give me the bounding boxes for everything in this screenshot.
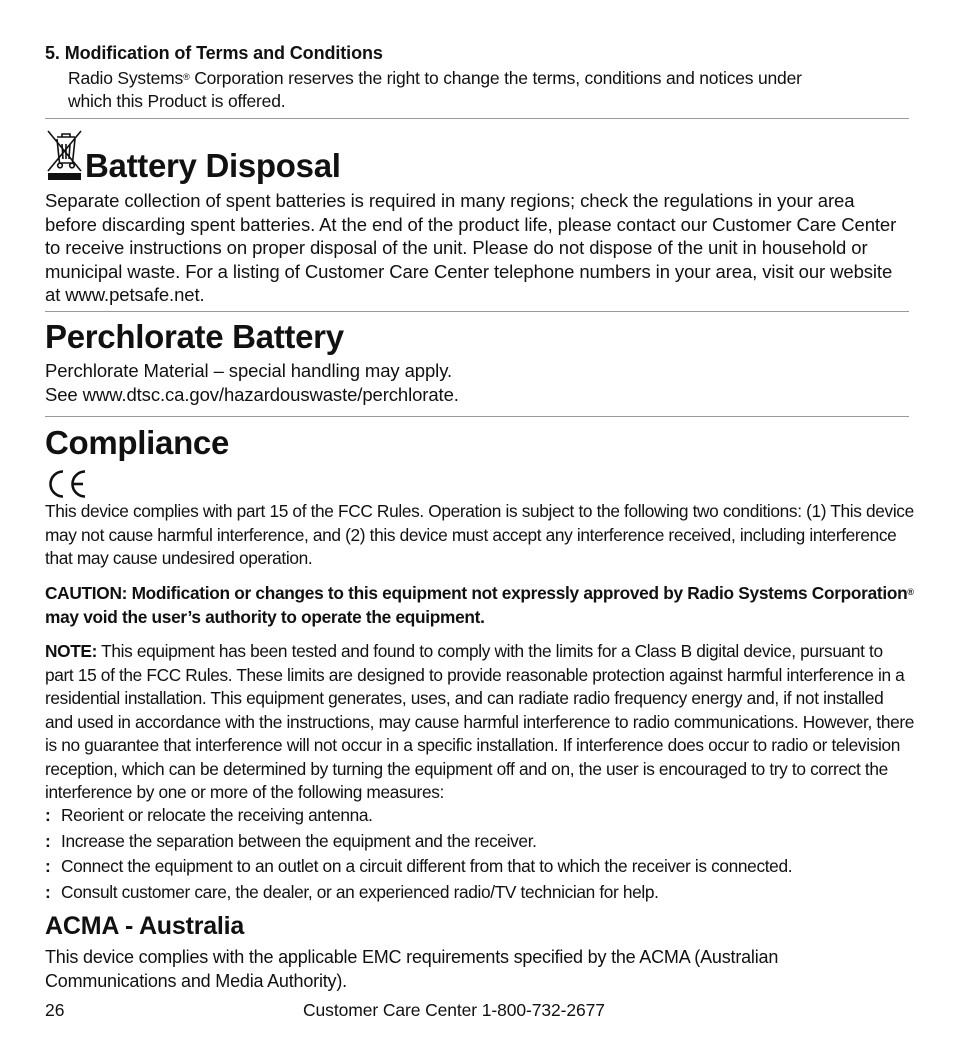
perchlorate-line-1: Perchlorate Material – special handling may apply.: [45, 360, 453, 381]
perchlorate-heading: Perchlorate Battery: [45, 318, 344, 355]
section-5-title: 5. Modification of Terms and Conditions: [45, 43, 383, 63]
caution-text-b: may void the user’s authority to operate the equipment.: [45, 606, 485, 627]
registered-mark: ®: [907, 587, 914, 597]
list-item-text: Reorient or relocate the receiving antenna.: [61, 805, 373, 825]
list-item: [45, 854, 915, 880]
measures-list: [45, 803, 915, 905]
divider: [45, 118, 909, 119]
battery-disposal-body: Separate collection of spent batteries is required in many regions; check the regulations in your area before discarding spent batteries. At the end of the product life, please contact our Customer Care Center to receive instructions on proper disposal of the unit. Please do not dispose of the unit in household or municipal waste. For a listing of Customer Care Center telephone numbers in your area, visit our website at www.petsafe.net.: [45, 190, 897, 305]
bullet-marker: :: [45, 805, 51, 825]
section-5-text-b: Corporation reserves the right to change the terms, conditions and notices under: [189, 68, 802, 88]
list-item: [45, 880, 915, 906]
ce-mark-icon: [45, 468, 89, 500]
crossed-out-wheelie-bin-icon: [45, 127, 83, 181]
bullet-marker: :: [45, 856, 51, 876]
perchlorate-line-2: See www.dtsc.ca.gov/hazardouswaste/perchlorate.: [45, 383, 459, 405]
section-5-body: [68, 67, 918, 113]
list-item: [45, 829, 915, 855]
acma-body: This device complies with the applicable EMC requirements specified by the ACMA (Australian Communications and Media Authority).: [45, 947, 779, 991]
perchlorate-body: [45, 359, 909, 406]
battery-disposal-heading: Battery Disposal: [85, 147, 341, 184]
compliance-heading: Compliance: [45, 424, 230, 461]
note-statement: [45, 640, 915, 805]
list-item: [45, 803, 915, 829]
divider: [45, 416, 909, 417]
list-item-text: Consult customer care, the dealer, or an experienced radio/TV technician for help.: [61, 881, 659, 902]
page-number: 26: [45, 1000, 65, 1020]
section-5-text-a: Radio Systems: [68, 68, 184, 88]
fcc-statement: This device complies with part 15 of the FCC Rules. Operation is subject to the following two conditions: (1) This device may not cause harmful interference, and (2) this device must accept any interference received, including interference that may cause undesired operation.: [45, 501, 914, 568]
customer-care-footer: Customer Care Center 1-800-732-2677: [303, 1000, 605, 1020]
note-label: NOTE:: [45, 641, 98, 661]
bullet-marker: :: [45, 881, 51, 902]
registered-mark: ®: [183, 72, 190, 82]
acma-heading: ACMA - Australia: [45, 912, 245, 940]
note-text: This equipment has been tested and found to comply with the limits for a Class B digital device, pursuant to part 15 of the FCC Rules. These limits are designed to provide reasonable protection against harmful interference in a residential installation. This equipment generates, uses, and can radiate radio frequency energy and, if not installed and used in accordance with the instructions, may cause harmful interference to radio communications. However, there is no guarantee that interference will not occur in a specific installation. If interference does occur to radio or television reception, which can be determined by turning the equipment off and on, the user is encouraged to try to correct the interference by one or more of the following measures:: [45, 641, 915, 802]
list-item-text: Connect the equipment to an outlet on a circuit different from that to which the receiver is connected.: [61, 856, 793, 876]
bullet-marker: :: [45, 830, 51, 851]
list-item-text: Increase the separation between the equipment and the receiver.: [61, 830, 537, 851]
section-5-text-c: which this Product is offered.: [68, 91, 286, 111]
caution-statement: [45, 582, 915, 629]
caution-text-a: CAUTION: Modification or changes to this equipment not expressly approved by Radio Systems Corporation: [45, 583, 908, 603]
divider: [45, 311, 909, 312]
